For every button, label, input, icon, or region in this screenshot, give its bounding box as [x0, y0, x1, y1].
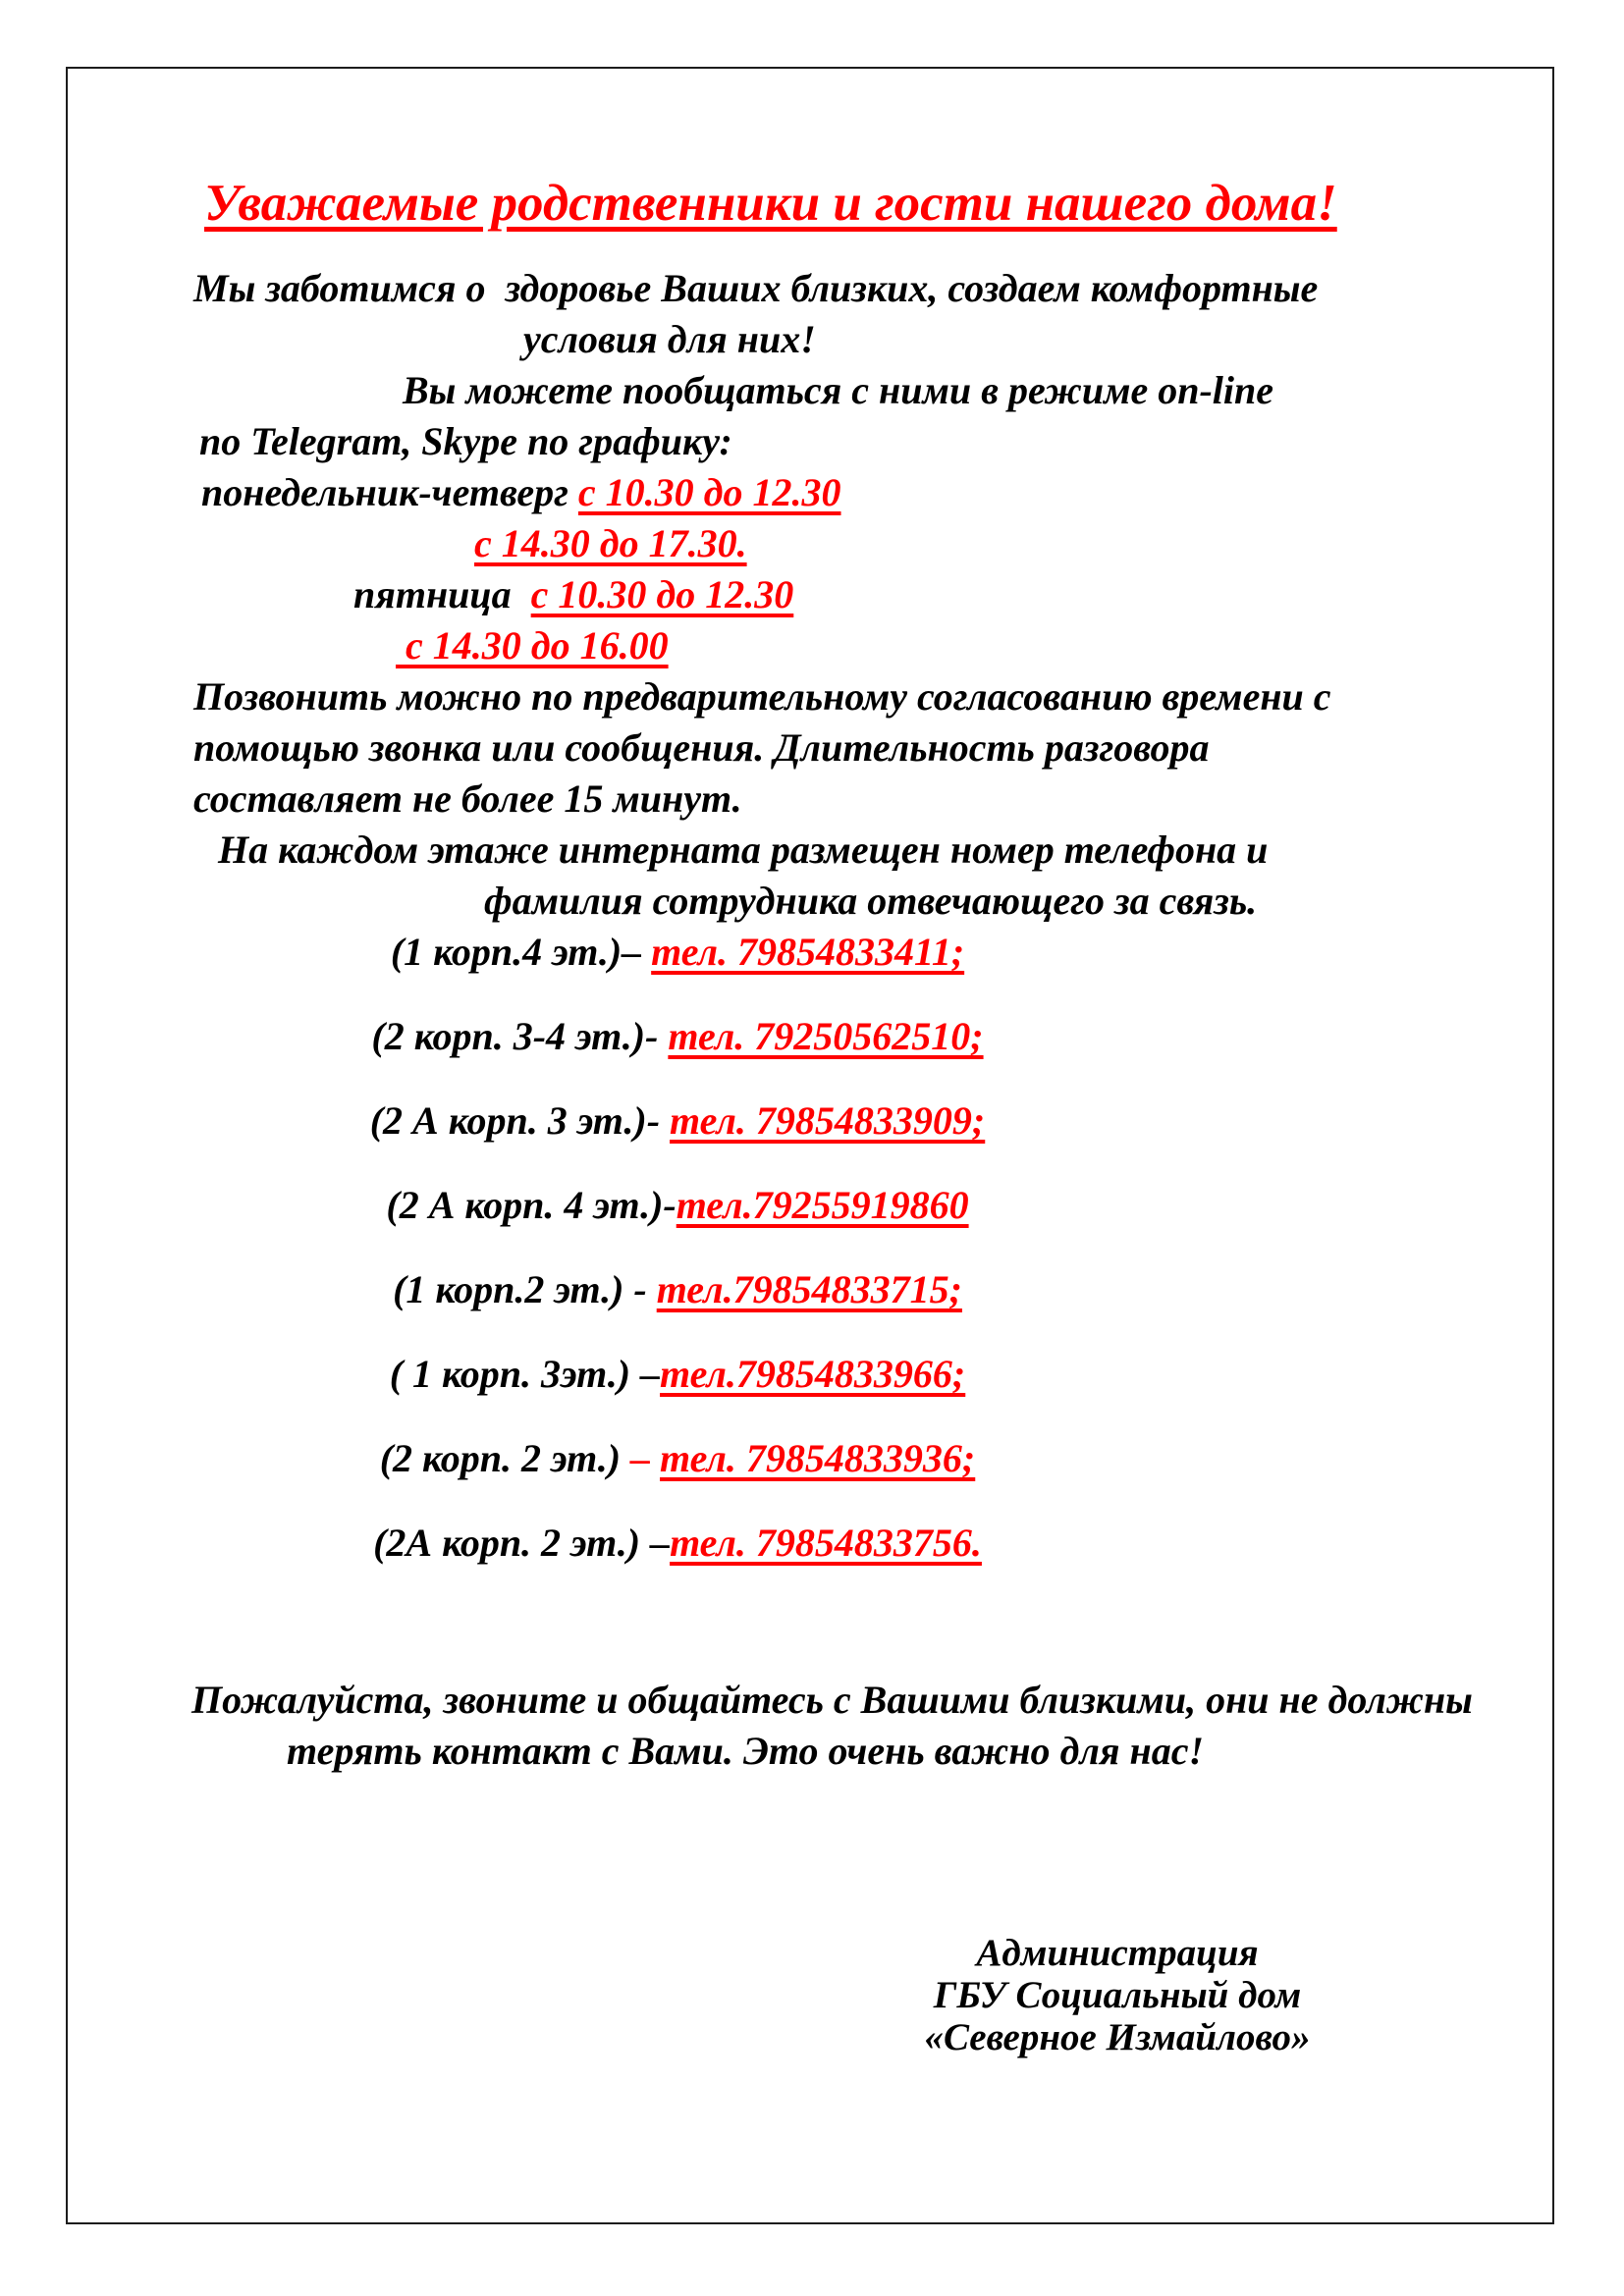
- phone-location: (2 А корп. 4 эт.)-: [386, 1183, 677, 1227]
- phone-row: [157, 927, 1198, 978]
- schedule-day-label: понедельник-четверг: [201, 470, 578, 514]
- schedule-line-monday-thursday-2: [157, 518, 1434, 569]
- closing-appeal: [157, 1675, 1473, 1777]
- phone-number: тел.79255919860: [676, 1183, 969, 1227]
- notice-document: [157, 170, 1473, 2058]
- closing-line-1: Пожалуйста, звоните и общайтесь с Вашими близкими, они не должны: [191, 1678, 1473, 1722]
- schedule-line-monday-thursday: [157, 467, 1434, 518]
- phone-number: тел. 79854833756.: [670, 1521, 982, 1565]
- phone-row: [157, 1264, 1198, 1315]
- phone-row: [157, 1433, 1198, 1484]
- closing-line-2: терять контакт с Вами. Это очень важно для нас!: [287, 1729, 1205, 1773]
- phone-row: [157, 1349, 1198, 1400]
- signature-line-name: «Северное Измайлово»: [924, 2016, 1311, 2058]
- phone-row: [157, 1518, 1198, 1569]
- phone-location: (1 корп.4 эт.)–: [390, 930, 652, 974]
- phone-number: тел. 79854833411;: [651, 930, 965, 974]
- intro-line-1: Мы заботимся о здоровье Ваших близких, создаем комфортные: [193, 266, 1319, 310]
- schedule-day-label: пятница: [353, 572, 531, 616]
- phone-location: (2А корп. 2 эт.) –: [373, 1521, 671, 1565]
- page-title: Уважаемые родственники и гости нашего дома!: [204, 175, 1337, 232]
- schedule-line-friday-2: [157, 620, 1434, 671]
- phone-location: (2 корп. 2 эт.): [379, 1436, 631, 1480]
- phone-dash: –: [630, 1436, 661, 1480]
- phone-location: (2 корп. 3-4 эт.)-: [371, 1014, 669, 1058]
- floor-note-line-2: фамилия сотрудника отвечающего за связь.: [484, 879, 1258, 923]
- intro-line-2: условия для них!: [523, 317, 816, 361]
- floor-note-line-1: На каждом этаже интерната размещен номер телефона и: [218, 828, 1269, 872]
- phone-number: тел. 79854833909;: [670, 1098, 986, 1143]
- schedule-time-range: с 10.30 до 12.30: [530, 572, 794, 616]
- phone-row: [157, 1095, 1198, 1147]
- signature-block: [892, 1932, 1343, 2058]
- schedule-time-range: с 10.30 до 12.30: [577, 470, 841, 514]
- intro-line-4: по Telegram, Skype по графику:: [199, 419, 732, 463]
- phone-number: тел. 79250562510;: [668, 1014, 984, 1058]
- phone-location: ( 1 корп. 3эт.) –: [389, 1352, 661, 1396]
- signature-line-organization: ГБУ Социальный дом: [933, 1974, 1302, 2016]
- phone-number: тел. 79854833936;: [660, 1436, 976, 1480]
- call-note-line-1: Позвонить можно по предварительному согласованию времени с: [193, 674, 1331, 719]
- phone-number: тел.79854833715;: [656, 1267, 962, 1311]
- schedule-time-range: с 14.30 до 16.00: [396, 623, 669, 667]
- intro-line-3: Вы можете пообщаться с ними в режиме on-line: [403, 368, 1274, 412]
- phone-number: тел.79854833966;: [660, 1352, 966, 1396]
- phone-list: [157, 927, 1198, 1569]
- signature-line-administration: Администрация: [976, 1932, 1259, 1974]
- schedule-time-range: с 14.30 до 17.30.: [474, 521, 747, 565]
- phone-row: [157, 1011, 1198, 1062]
- phone-location: (1 корп.2 эт.) -: [393, 1267, 657, 1311]
- call-note-line-3: составляет не более 15 минут.: [193, 776, 742, 821]
- phone-location: (2 А корп. 3 эт.)-: [369, 1098, 671, 1143]
- schedule-line-friday: [157, 569, 1434, 620]
- call-note-line-2: помощью звонка или сообщения. Длительность разговора: [193, 725, 1210, 770]
- phone-row: [157, 1180, 1198, 1231]
